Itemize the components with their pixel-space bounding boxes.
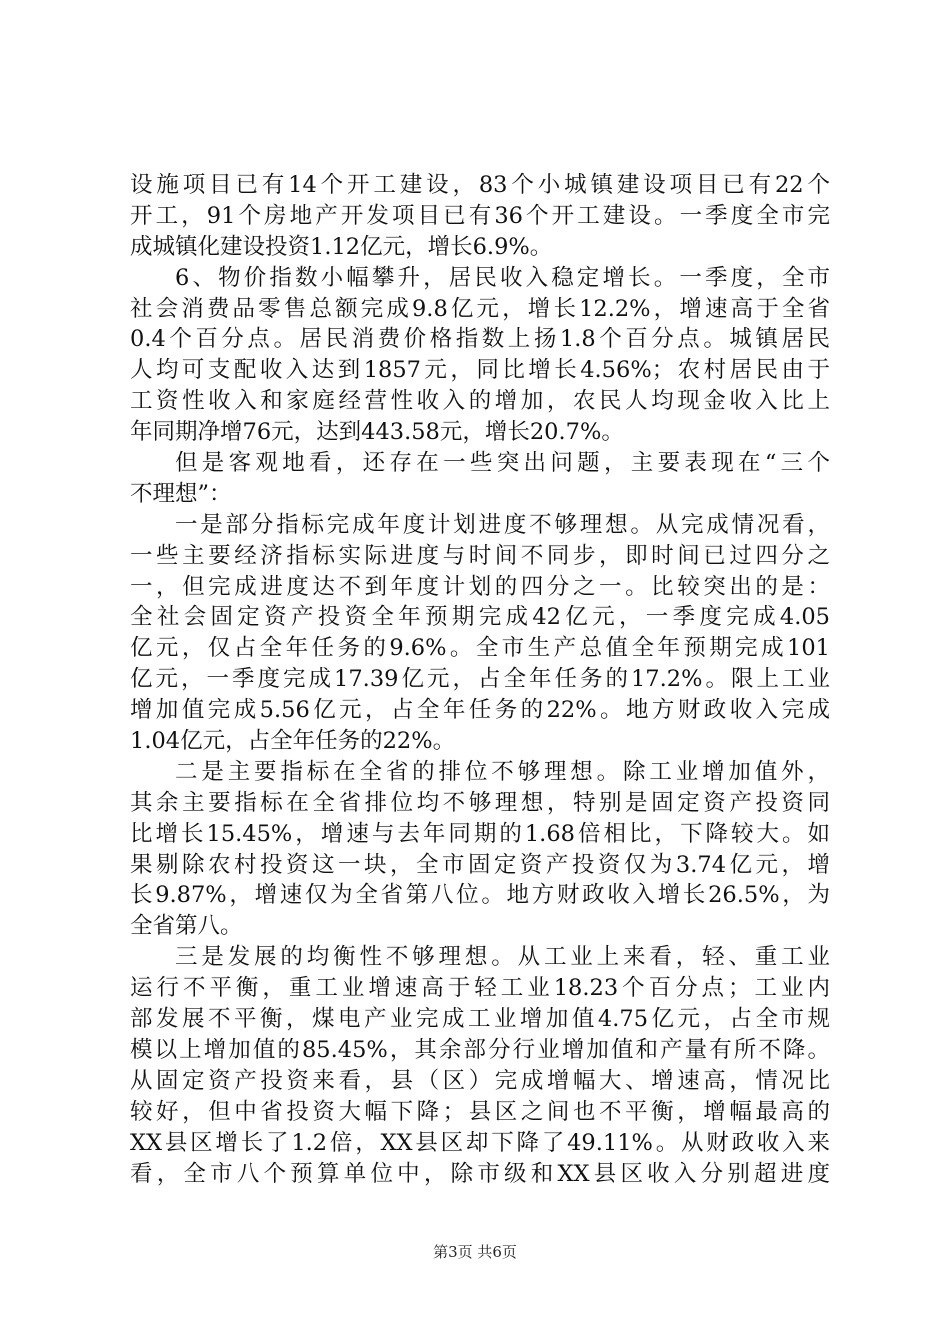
text-line: 三是发展的均衡性不够理想。从工业上来看，轻、重工业 — [175, 944, 830, 971]
text-line: 增加值完成5.56亿元，占全年任务的22%。地方财政收入完成 — [130, 697, 830, 724]
text-line: 但是客观地看，还存在一些突出问题，主要表现在“三个 — [175, 450, 830, 477]
text-line: XX县区增长了1.2倍，XX县区却下降了49.11%。从财政收入来 — [130, 1129, 830, 1156]
text-line: 6、物价指数小幅攀升，居民收入稳定增长。一季度，全市 — [175, 264, 830, 291]
text-line: 较好，但中省投资大幅下降；县区之间也不平衡，增幅最高的 — [130, 1098, 830, 1125]
text-line: 亿元，一季度完成17.39亿元，占全年任务的17.2%。限上工业 — [130, 666, 830, 693]
text-line: 部发展不平衡，煤电产业完成工业增加值4.75亿元，占全市规 — [130, 1006, 830, 1033]
text-line: 一是部分指标完成年度计划进度不够理想。从完成情况看， — [175, 511, 830, 538]
text-line: 其余主要指标在全省排位均不够理想，特别是固定资产投资同 — [130, 789, 830, 816]
page-footer: 第3页 共6页 — [433, 1243, 517, 1261]
text-line: 从固定资产投资来看，县（区）完成增幅大、增速高，情况比 — [130, 1067, 830, 1094]
text-line: 设施项目已有14个开工建设，83个小城镇建设项目已有22个 — [130, 172, 830, 198]
text-line: 一些主要经济指标实际进度与时间不同步，即时间已过四分之 — [130, 542, 830, 569]
text-line: 二是主要指标在全省的排位不够理想。除工业增加值外， — [175, 758, 830, 785]
text-line: 一，但完成进度达不到年度计划的四分之一。比较突出的是： — [130, 573, 830, 600]
text-line: 工资性收入和家庭经营性收入的增加，农民人均现金收入比上 — [130, 388, 830, 415]
text-line: 人均可支配收入达到1857元，同比增长4.56%；农村居民由于 — [130, 357, 830, 384]
text-line: 社会消费品零售总额完成9.8亿元，增长12.2%，增速高于全省 — [130, 295, 830, 322]
text-line: 不理想”： — [130, 480, 232, 507]
text-line: 全省第八。 — [130, 913, 243, 940]
text-line: 长9.87%，增速仅为全省第八位。地方财政收入增长26.5%，为 — [130, 882, 830, 909]
text-line: 比增长15.45%，增速与去年同期的1.68倍相比，下降较大。如 — [130, 820, 830, 847]
text-line: 1.04亿元，占全年任务的22%。 — [130, 728, 456, 755]
text-line: 开工，91个房地产开发项目已有36个开工建设。一季度全市完 — [130, 202, 830, 229]
text-line: 模以上增加值的85.45%，其余部分行业增加值和产量有所不降。 — [130, 1036, 830, 1063]
text-line: 0.4个百分点。居民消费价格指数上扬1.8个百分点。城镇居民 — [130, 326, 830, 353]
document-body — [130, 170, 830, 1189]
text-line: 年同期净增76元，达到443.58元，增长20.7%。 — [130, 419, 624, 446]
text-line: 果剔除农村投资这一块，全市固定资产投资仅为3.74亿元，增 — [130, 851, 830, 878]
text-line: 成城镇化建设投资1.12亿元，增长6.9%。 — [130, 233, 553, 260]
text-line: 全社会固定资产投资全年预期完成42亿元，一季度完成4.05 — [130, 604, 830, 631]
text-line: 亿元，仅占全年任务的9.6%。全市生产总值全年预期完成101 — [130, 635, 830, 662]
text-line: 看，全市八个预算单位中，除市级和XX县区收入分别超进度 — [130, 1160, 830, 1187]
text-line: 运行不平衡，重工业增速高于轻工业18.23个百分点；工业内 — [130, 975, 830, 1002]
